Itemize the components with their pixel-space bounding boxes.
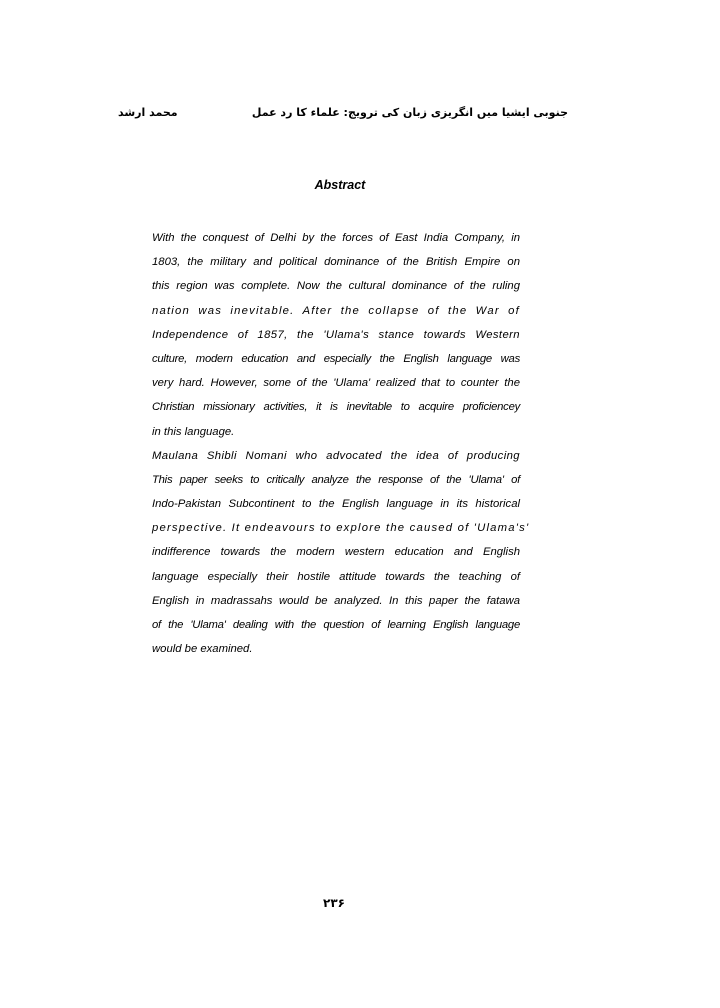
- abstract-line: would be examined.: [152, 643, 253, 656]
- abstract-line: culture, modern education and especially the English language was: [152, 352, 520, 365]
- abstract-line: language especially their hostile attitude towards the teaching of: [152, 570, 520, 583]
- running-header-title: جنوبی ایشیا میں انگریزی زبان کی ترویج: علماء کا رد عمل: [251, 106, 568, 119]
- abstract-line: perspective. It endeavours to explore the caused of 'Ulama's': [152, 522, 530, 535]
- running-header-author: محمد ارشد: [118, 106, 178, 119]
- abstract-line: very hard. However, some of the 'Ulama' realized that to counter the: [152, 377, 520, 390]
- abstract-line: Christian missionary activities, it is inevitable to acquire proficiencey: [152, 401, 520, 414]
- abstract-line: Independence of 1857, the 'Ulama's stance towards Western: [152, 328, 520, 341]
- abstract-line: this region was complete. Now the cultural dominance of the ruling: [152, 280, 520, 293]
- abstract-line: indifference towards the modern western education and English: [152, 546, 520, 559]
- abstract-line: Maulana Shibli Nomani who advocated the idea of producing: [152, 449, 520, 462]
- abstract-line: in this language.: [152, 425, 235, 438]
- abstract-body: [152, 228, 530, 663]
- abstract-line: of the 'Ulama' dealing with the question of learning English language: [152, 619, 520, 631]
- abstract-line: With the conquest of Delhi by the forces of East India Company, in: [152, 232, 520, 244]
- abstract-line: Indo-Pakistan Subcontinent to the English language in its historical: [152, 498, 520, 511]
- abstract-line: 1803, the military and political dominance of the British Empire on: [152, 256, 520, 269]
- abstract-heading: Abstract: [314, 178, 366, 192]
- page-number: ۲۳۶: [323, 896, 345, 910]
- abstract-line: nation was inevitable. After the collapse of the War of: [152, 304, 520, 317]
- abstract-line: This paper seeks to critically analyze the response of the 'Ulama' of: [152, 473, 520, 486]
- abstract-line: English in madrassahs would be analyzed. In this paper the fatawa: [152, 594, 520, 607]
